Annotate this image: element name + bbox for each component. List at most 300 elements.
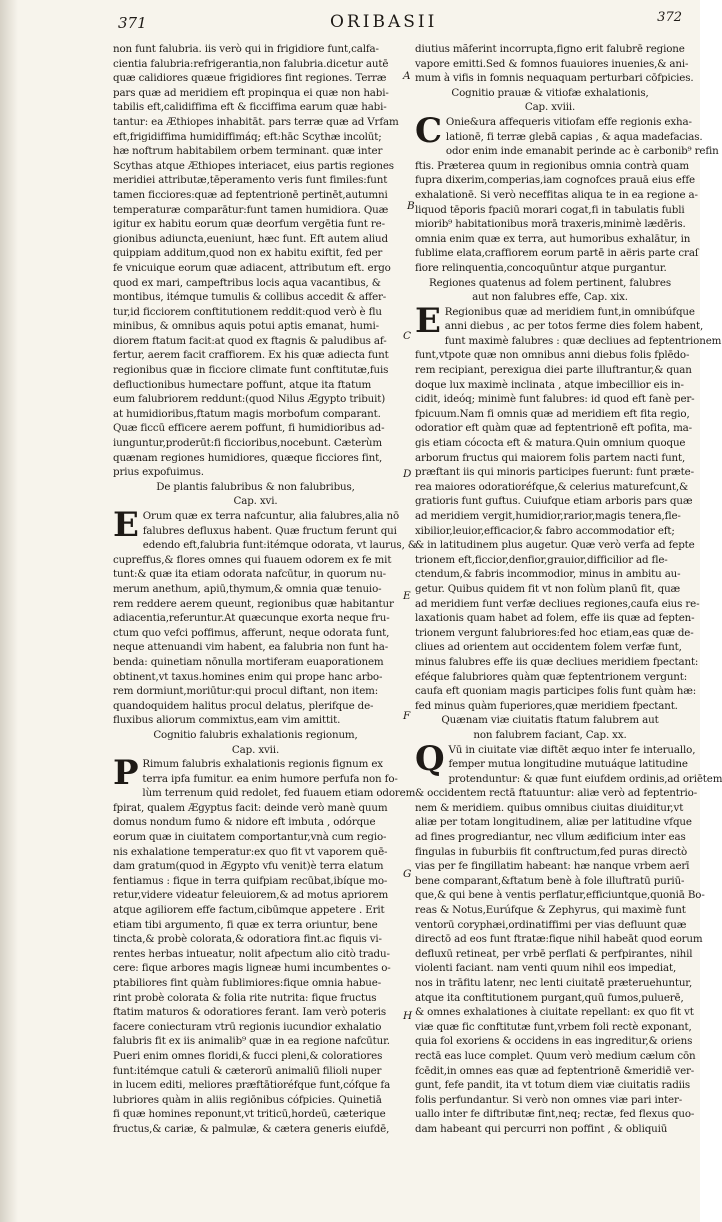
line-text: xibilior,leuior,efficacior,& fabro accommodatior eft; [415, 524, 675, 537]
line-text: quippiam additum,quod non ex habitu exiftit, fed per [113, 247, 383, 260]
section-heading [415, 86, 685, 101]
line-text: trionem eft,ficcior,denfior,grauior,difficilior ad fle- [415, 553, 668, 566]
text-line [415, 611, 695, 626]
text-line [113, 1078, 398, 1093]
line-text: violenti faciant. nam venti quum nihil eos impediat, [415, 962, 677, 975]
text-line [113, 173, 398, 188]
line-text: ftis. Præterea quum in regionibus omnia contrà quam [415, 159, 690, 172]
text-line [415, 173, 695, 188]
line-text: prius expofuimus. [113, 466, 204, 479]
line-text: lùm terrenum quid redolet, fed fuauem etiam odorem [142, 787, 416, 800]
line-text: nis exhalatione temperatur:ex quo fit vt vaporem quē- [113, 845, 388, 858]
text-line [415, 232, 691, 247]
page-gutter-shadow [0, 0, 18, 1222]
text-line [113, 217, 398, 232]
text-line [415, 859, 690, 874]
text-line [113, 115, 398, 130]
text-line [415, 203, 685, 218]
text-line [415, 538, 695, 553]
line-text: quæ calidiores quæue frigidiores fint regiones. Terræ [113, 72, 387, 85]
section-heading [113, 728, 398, 743]
text-line [113, 57, 398, 72]
line-text: Rimum falubris exhalationis regionis fignum ex [142, 758, 383, 771]
line-text: neque attenuandi vim habent, ea falubria non funt ha- [113, 641, 389, 654]
line-text: rem recipiant, perexigua diei parte illuftrantur,& quan [415, 364, 692, 377]
text-line [415, 261, 685, 276]
line-text: fertur, aerem facit craffiorem. Ex his quæ adiecta funt [113, 349, 389, 362]
text-line [113, 144, 398, 159]
text-line [113, 203, 398, 218]
line-text: gratioris funt guftus. Cuiufque etiam arboris pars quæ [415, 495, 693, 508]
line-text: facere coniecturam vtrū regionis iucundior exhalatio [113, 1020, 382, 1033]
line-text: Cognitio prauæ & vitiofæ exhalationis, [451, 86, 649, 99]
drop-initial: C [415, 110, 442, 151]
text-line [113, 421, 398, 436]
section-heading [113, 480, 398, 495]
text-line [113, 188, 398, 203]
line-text: mum à vifis in fomnis nequaquam perturbari cōfpicies. [415, 72, 694, 85]
text-line [415, 188, 698, 203]
line-text: cupreffus,& flores omnes qui fuauem odorem ex fe mit [113, 553, 392, 566]
line-text: fingulas in fuburbiis fit conftructum,fed puras directò [415, 845, 688, 858]
line-text: defluctionibus humectare poffunt, atque ita ftatum [113, 378, 372, 391]
text-line [113, 232, 398, 247]
text-line [113, 334, 398, 349]
line-text: Cognitio falubris exhalationis regionum, [153, 728, 358, 741]
line-text: vias per fe fingillatim habeant: hæ nanque vrbem aerī [415, 860, 690, 873]
line-text: quandoquidem halitus procul delatus, plerifque de- [113, 699, 374, 712]
line-text: femper mutua longitudine mutuáque latitudine [448, 758, 688, 771]
chapter-number [415, 100, 685, 115]
text-line [113, 1093, 398, 1108]
line-text: dam habeant qui percurri non poffint , & obliquiū [415, 1122, 668, 1135]
line-text: eum falubriorem reddunt:(quod Nilus Ægypto tribuit) [113, 393, 386, 406]
line-text: & in latitudinem plus augetur. Quæ verò verfa ad fepte [415, 539, 695, 552]
text-line [113, 801, 398, 816]
text-line [113, 71, 398, 86]
line-text: Quænam viæ ciuitatis ftatum falubrem aut [441, 714, 659, 727]
line-text: ad meridiem funt verfæ decliues regiones,caufa eius re- [415, 597, 700, 610]
text-line [415, 772, 722, 787]
text-line [415, 991, 685, 1006]
text-line [113, 976, 398, 991]
text-line [415, 480, 689, 495]
text-line [415, 159, 690, 174]
line-text: non funt falubria. iis verò qui in frigidiore funt,calfa- [113, 43, 379, 55]
running-head: ORIBASII [330, 12, 438, 32]
line-text: & omnes exhalationes à ciuitate repellant: ex quo fit vt [415, 1006, 694, 1019]
text-line [415, 524, 685, 539]
line-text: gunt, fefe pandit, ita vt totum diem viæ ciuitatis radiis [415, 1079, 691, 1092]
text-line [113, 786, 416, 801]
line-text: odoratior eft quàm quæ ad feptentrionē eft pofita, ma- [415, 422, 692, 435]
text-line [113, 961, 398, 976]
text-line [415, 640, 685, 655]
line-text: atque ita conftitutionem purgant,quū fumos,puluerē, [415, 991, 684, 1004]
line-text: atque agiliorem effe factum,cibūmque appetere . Erit [113, 904, 385, 917]
text-line [113, 582, 398, 597]
text-line [113, 319, 398, 334]
text-line [415, 932, 703, 947]
line-text: vapore emitti.Sed & fomnos fuauiores inuenies,& ani- [415, 57, 689, 70]
text-line [113, 567, 398, 582]
text-line [415, 509, 685, 524]
text-line [415, 246, 699, 261]
line-text: rea maiores odoratioréfque,& celerius maturefcunt,& [415, 480, 689, 493]
text-line [113, 699, 398, 714]
line-text: reas & Notus,Eurúfque & Zephyrus, qui maximè funt [415, 904, 686, 917]
text-line [415, 451, 685, 466]
line-text: aliæ per totam longitudinem, aliæ per latitudine vfque [415, 816, 692, 829]
line-text: tamen ficciores:quæ ad feptentrionē pertinēt,autumni [113, 188, 388, 201]
text-line [113, 597, 398, 612]
line-text: ftatim maturos & odoratiores ferant. Iam verò poteris [113, 1006, 387, 1019]
left-text-column [113, 42, 417, 1137]
text-line [415, 130, 703, 145]
right-text-column [415, 42, 722, 1137]
section-heading [415, 713, 685, 728]
line-text: rectā eas luce complet. Quum verò medium cælum cōn [415, 1049, 696, 1062]
line-text: Cap. xviii. [524, 101, 576, 114]
text-line [415, 670, 688, 685]
line-text: rem dormiunt,moriūtur:qui procul diftant, non item: [113, 685, 379, 698]
line-text: præftant iis qui minoris participes fuerunt: funt præte- [415, 466, 694, 479]
text-line [113, 1020, 398, 1035]
section-heading [415, 728, 685, 743]
text-line [113, 713, 398, 728]
line-text: ad meridiem vergit,humidior,rarior,magis tenera,fle- [415, 510, 681, 522]
text-line [415, 801, 685, 816]
line-text: minibus, & omnibus aquis potui aptis emanat, humi- [113, 320, 379, 333]
text-line [415, 903, 685, 918]
text-line [415, 57, 689, 72]
line-text: ctum quo vefci poffimus, afferunt, neque odorata funt, [113, 626, 390, 639]
text-line [415, 1107, 695, 1122]
margin-marker-a: A [403, 70, 411, 82]
text-line [113, 1107, 398, 1122]
line-text: edendo eft,falubria funt:itémque odorata, vt laurus, & [142, 539, 417, 552]
line-text: cere: fique arbores magis ligneæ humi incumbentes o- [113, 962, 391, 975]
line-text: tantur: ea Æthiopes inhabitāt. pars terræ quæ ad Vrfam [113, 115, 399, 128]
text-line [415, 494, 693, 509]
text-line [415, 348, 690, 363]
section-heading [415, 276, 685, 291]
line-text: omnia enim quæ ex terra, aut humoribus exhalātur, in [415, 232, 691, 245]
line-text: ptabiliores fint quàm fublimiores:fique omnia habue- [113, 977, 382, 989]
line-text: temperaturæ comparātur:funt tamen humidiora. Quæ [113, 203, 389, 216]
text-line [415, 918, 685, 933]
text-line [415, 421, 692, 436]
text-line [113, 290, 398, 305]
line-text: hæ noftrum habitabilem orbem terminant. quæ inter [113, 145, 383, 158]
margin-marker-g: G [403, 868, 412, 880]
line-text: aut non falubres effe, Cap. xix. [472, 291, 628, 304]
line-text: domus nondum fumo & nidore eft imbuta , odórque [113, 816, 376, 829]
line-text: cidit, ideóq; minimè funt falubres: id quod eft fanè per- [415, 393, 695, 406]
line-text: arborum fructus qui maiorem folis partem nacti funt, [415, 451, 686, 464]
text-line [415, 597, 700, 612]
line-text: cientia falubria:refrigerantia,non falubria.dicetur autē [113, 57, 389, 70]
text-line [113, 407, 398, 422]
line-text: quia fol exoriens & occidens in eas ingreditur,& oriens [415, 1035, 693, 1048]
text-line [415, 888, 705, 903]
line-text: igitur ex habitu eorum quæ deorfum vergētia funt re- [113, 218, 385, 231]
line-text: terra ipfa fumitur. ea enim humore perfufa non fo- [142, 772, 398, 785]
text-line [113, 670, 398, 685]
line-text: dam gratum(quod in Ægypto vfu venit)è terra elatum [113, 860, 384, 873]
line-text: benda: quinetiam nōnulla mortiferam euaporationem [113, 655, 384, 668]
line-text: fcēdit,in omnes eas quæ ad feptentrionē &meridiē ver- [415, 1064, 695, 1077]
text-line [113, 363, 398, 378]
text-line [113, 1005, 398, 1020]
text-line [113, 436, 398, 451]
line-text: quod ex mari, campeftribus locis aqua vacantibus, & [113, 276, 381, 289]
text-line [415, 626, 694, 641]
text-line [415, 815, 692, 830]
text-line [415, 845, 688, 860]
line-text: Quæ ficcū efficere aerem poffunt, fi humidioribus ad- [113, 422, 385, 435]
text-line [415, 582, 685, 597]
line-text: eféque falubriores quàm quæ feptentrionem vergunt: [415, 670, 688, 683]
text-line [415, 1093, 685, 1108]
line-text: cliues ad orientem aut occidentem folem verfæ funt, [415, 641, 682, 654]
page-number-left: 371 [118, 14, 147, 32]
drop-initial: E [415, 300, 441, 341]
page-number-right: 372 [657, 10, 682, 25]
text-line [415, 465, 694, 480]
text-line [113, 159, 398, 174]
text-line [113, 845, 398, 860]
line-text: viæ quæ fic conftitutæ funt,vrbem foli rectè exponant, [415, 1020, 692, 1033]
text-line [113, 451, 398, 466]
line-text: montibus, itémque tumulis & collibus accedit & affer- [113, 291, 387, 304]
line-text: fupra dixerim,comperias,iam cognofces prauā eius effe [415, 174, 695, 187]
line-text: regionibus quæ in ficciore climate funt conftitutæ,fuis [113, 364, 389, 377]
line-text: tincta,& probè colorata,& odoratiora fint.ac fiquis vi- [113, 933, 382, 946]
line-text: retur,videre videatur feleuiorem,& ad motus apriorem [113, 889, 389, 902]
text-line [113, 261, 398, 276]
line-text: gis etiam cócocta eft & matura.Quin omnium quoque [415, 437, 686, 450]
line-text: funt maximè falubres : quæ decliues ad feptentrionem [444, 334, 722, 347]
line-text: fiore relinquentia,concoquūntur atque purgantur. [415, 261, 667, 274]
line-text: fentiamus : fique in terra quifpiam recūbat,ibíque mo- [113, 874, 388, 887]
text-line [113, 830, 398, 845]
text-line [113, 640, 398, 655]
line-text: funt:itémque catuli & cæterorū animaliū filioli nuper [113, 1064, 382, 1077]
line-text: Regionibus quæ ad meridiem funt,in omnibúfque [444, 305, 695, 318]
text-line [415, 144, 719, 159]
line-text: fublime elata,craffiorem eorum partē in aëris parte craſ [415, 247, 699, 260]
line-text: uallo inter fe diftributæ fint,neq; rectæ, fed flexus quo- [415, 1108, 695, 1121]
text-line [113, 246, 398, 261]
line-text: fed minus quàm fuperiores,quæ meridiem fpectant. [415, 699, 678, 712]
line-text: rentes herbas intueatur, nolit afpectum alio citò tradu- [113, 947, 390, 960]
chapter-number [113, 494, 398, 509]
text-line [113, 86, 398, 101]
text-line [415, 1020, 692, 1035]
text-line [415, 947, 693, 962]
line-text: eft,frigidiffima humidiffimáq; eft:hāc Scythæ incolūt; [113, 130, 382, 143]
text-line [415, 830, 685, 845]
line-text: protenduntur: & quæ funt eiufdem ordinis,ad oriētem [448, 772, 722, 785]
line-text: folis perfundantur. Si verò non omnes viæ pari inter- [415, 1093, 683, 1106]
text-line [113, 42, 398, 57]
text-line [415, 655, 699, 670]
line-text: doque lux maximè inclinata , atque imbecillior eis in- [415, 378, 684, 391]
text-line [113, 538, 417, 553]
line-text: miorib⁹ habitationibus morā traxeris,minimè lædēris. [415, 218, 686, 231]
text-line [415, 976, 693, 991]
text-line [415, 553, 685, 568]
text-line [415, 1005, 694, 1020]
text-line [415, 874, 685, 889]
line-text: eorum quæ in ciuitatem comportantur,vnà cum regio- [113, 831, 387, 844]
text-line [415, 961, 685, 976]
line-text: caufa eft quoniam magis participes folis funt quàm hæ: [415, 685, 697, 698]
line-text: lubriores quàm in aliis regiōnibus cófpicies. Quinetiā [113, 1093, 382, 1106]
text-line [113, 1064, 398, 1079]
line-text: exhalationē. Si verò neceffitas aliqua te in ea regione a- [415, 188, 698, 201]
margin-marker-f: F [403, 710, 411, 722]
line-text: falubres defluxus habent. Quæ fructum ferunt qui [142, 524, 397, 537]
line-text: & occidentem rectā ftatuuntur: aliæ verò ad feptentrio- [415, 787, 698, 800]
line-text: Scythas atque Æthiopes interiacet, eius partis regiones [113, 159, 394, 172]
line-text: in lucem editi, meliores præftātioréfque funt,cófque fa [113, 1079, 391, 1092]
line-text: Cap. xvii. [231, 743, 280, 756]
text-line [415, 363, 692, 378]
text-line [415, 407, 690, 422]
line-text: Pueri enim omnes floridi,& fucci pleni,& coloratiores [113, 1049, 383, 1062]
line-text: Vū in ciuitate viæ diftēt æquo inter fe interuallo, [448, 743, 696, 756]
text-line [415, 1122, 685, 1137]
line-text: directō ad eos funt ftratæ:fique nihil habeāt quod eorum [415, 933, 703, 946]
text-line [415, 378, 685, 393]
drop-initial: Q [415, 738, 445, 779]
line-text: ctendum,& fabris incommodior, minus in ambitu au- [415, 568, 681, 581]
text-line [113, 276, 398, 291]
text-line [415, 1078, 691, 1093]
line-text: lationē, fi terræ glebā capias , & aqua madefacias. [445, 130, 703, 143]
text-line [415, 757, 688, 772]
text-line [415, 1049, 696, 1064]
text-line [113, 1049, 398, 1064]
text-line [113, 772, 398, 787]
text-line [113, 130, 398, 145]
text-line [415, 786, 698, 801]
line-text: bene comparant,&ftatum benè à fole illuftratū puriū- [415, 874, 685, 887]
text-line [113, 305, 398, 320]
line-text: fi quæ homines reponunt,vt triticū,hordeū, cæterique [113, 1108, 386, 1121]
text-line [415, 42, 685, 57]
text-line [113, 888, 398, 903]
line-text: trionem vergunt falubriores:fed hoc etiam,eas quæ de- [415, 626, 694, 639]
drop-initial: E [113, 505, 139, 545]
line-text: etiam tibi argumento, fi quæ ex terra oriuntur, bene [113, 918, 378, 931]
text-line [415, 1034, 693, 1049]
line-text: gionibus adiuncta,eueniunt, hæc funt. Eft autem aliud [113, 232, 388, 245]
line-text: pars quæ ad meridiem eft propinqua ei quæ non habi- [113, 86, 389, 99]
line-text: Regiones quatenus ad folem pertinent, falubres [428, 276, 671, 289]
line-text: ad fines progrediantur, nec vllum ædificium inter eas [415, 831, 686, 844]
line-text: nem & meridiem. quibus omnibus ciuitas diuiditur,vt [415, 801, 684, 814]
margin-marker-b: B [407, 200, 415, 212]
text-line [415, 71, 694, 86]
line-text: fe vnicuique eorum quæ adiacent, attributum eft. ergo [113, 261, 391, 274]
text-line [113, 1122, 398, 1137]
line-text: adiacentia,referuntur.At quæcunque exorta neque fru- [113, 612, 390, 625]
text-line [415, 319, 704, 334]
line-text: meridiei attributæ,tēperamento veris funt fimiles:funt [113, 174, 388, 187]
text-line [415, 392, 695, 407]
text-line [415, 334, 722, 349]
line-text: que,& qui bene à ventis perflatur,efficiuntque,quoniā Bo- [415, 889, 705, 902]
text-line [113, 903, 398, 918]
text-line [113, 392, 398, 407]
line-text: ventorū coryphæi,ordinatiffimi per vias defluunt quæ [415, 918, 687, 931]
line-text: Onie&ura affequeris vitiofam effe regionis exha- [445, 115, 692, 128]
line-text: rem reddere aerem queunt, regionibus quæ habitantur [113, 597, 394, 610]
text-line [113, 348, 398, 363]
drop-initial: P [113, 753, 139, 794]
line-text: fpicuum.Nam fi omnis quæ ad meridiem eft fita regio, [415, 407, 690, 420]
text-line [113, 918, 398, 933]
text-line [415, 684, 697, 699]
chapter-number [113, 743, 398, 758]
line-text: quænam regiones humidiores, quæque ficciores fint, [113, 451, 383, 464]
line-text: non falubrem faciant, Cap. xx. [473, 728, 627, 741]
section-heading [415, 290, 685, 305]
line-text: Cap. xvi. [233, 495, 278, 508]
text-line [415, 567, 685, 582]
line-text: rint probè colorata & folia rite nutrita: fique fructus [113, 991, 377, 1004]
text-line [113, 100, 398, 115]
text-line [113, 553, 398, 568]
margin-marker-c: C [403, 330, 412, 342]
line-text: tabilis eft,calidiffima eft & ficciffima earum quæ habi- [113, 101, 387, 114]
line-text: odor enim inde emanabit perinde ac è carbonib⁹ refin [445, 145, 719, 158]
line-text: liquod tēporis fpaciū morari cogat,fi in tabulatis fubli [415, 203, 685, 216]
line-text: anni diebus , ac per totos ferme dies folem habent, [444, 320, 704, 333]
line-text: De plantis falubribus & non falubribus, [156, 480, 355, 493]
line-text: nos in trāfitu latenr, nec lenti ciuitatē præteruehuntur, [415, 977, 693, 989]
text-line [113, 465, 398, 480]
line-text: minus falubres effe iis quæ decliues meridiem fpectant: [415, 655, 699, 668]
line-text: laxationis quam habet ad folem, effe iis quæ ad fepten- [415, 612, 695, 625]
line-text: funt,vtpote quæ non omnibus anni diebus folis fplēdo- [415, 349, 690, 362]
line-text: tunt:& quæ ita etiam odorata nafcūtur, in quorum nu- [113, 568, 387, 581]
line-text: obtinent,vt taxus.homines enim qui prope hanc arbo- [113, 670, 383, 683]
text-line [113, 655, 398, 670]
text-line [113, 932, 398, 947]
line-text: diutius mãferint incorrupta,figno erit falubrē regione [415, 43, 685, 55]
margin-marker-d: D [403, 468, 412, 480]
text-line [415, 436, 685, 451]
margin-marker-e: E [403, 590, 411, 602]
line-text: tur,id ficciorem conftitutionem reddit:quod verò è flu [113, 305, 382, 318]
line-text: fluxibus aliorum commixtus,eam vim amittit. [113, 714, 341, 727]
line-text: fpirat, qualem Ægyptus facit: deinde verò manè quum [113, 801, 388, 814]
line-text: fructus,& cariæ, & palmulæ, & cætera generis eiufdē, [113, 1122, 390, 1135]
line-text: Orum quæ ex terra nafcuntur, alia falubres,alia nō [142, 510, 399, 522]
text-line [415, 699, 685, 714]
text-line [113, 378, 398, 393]
page-header [0, 4, 700, 38]
text-line [113, 859, 398, 874]
text-line [415, 1064, 695, 1079]
text-line [113, 874, 398, 889]
text-line [113, 626, 398, 641]
text-line [415, 217, 685, 232]
